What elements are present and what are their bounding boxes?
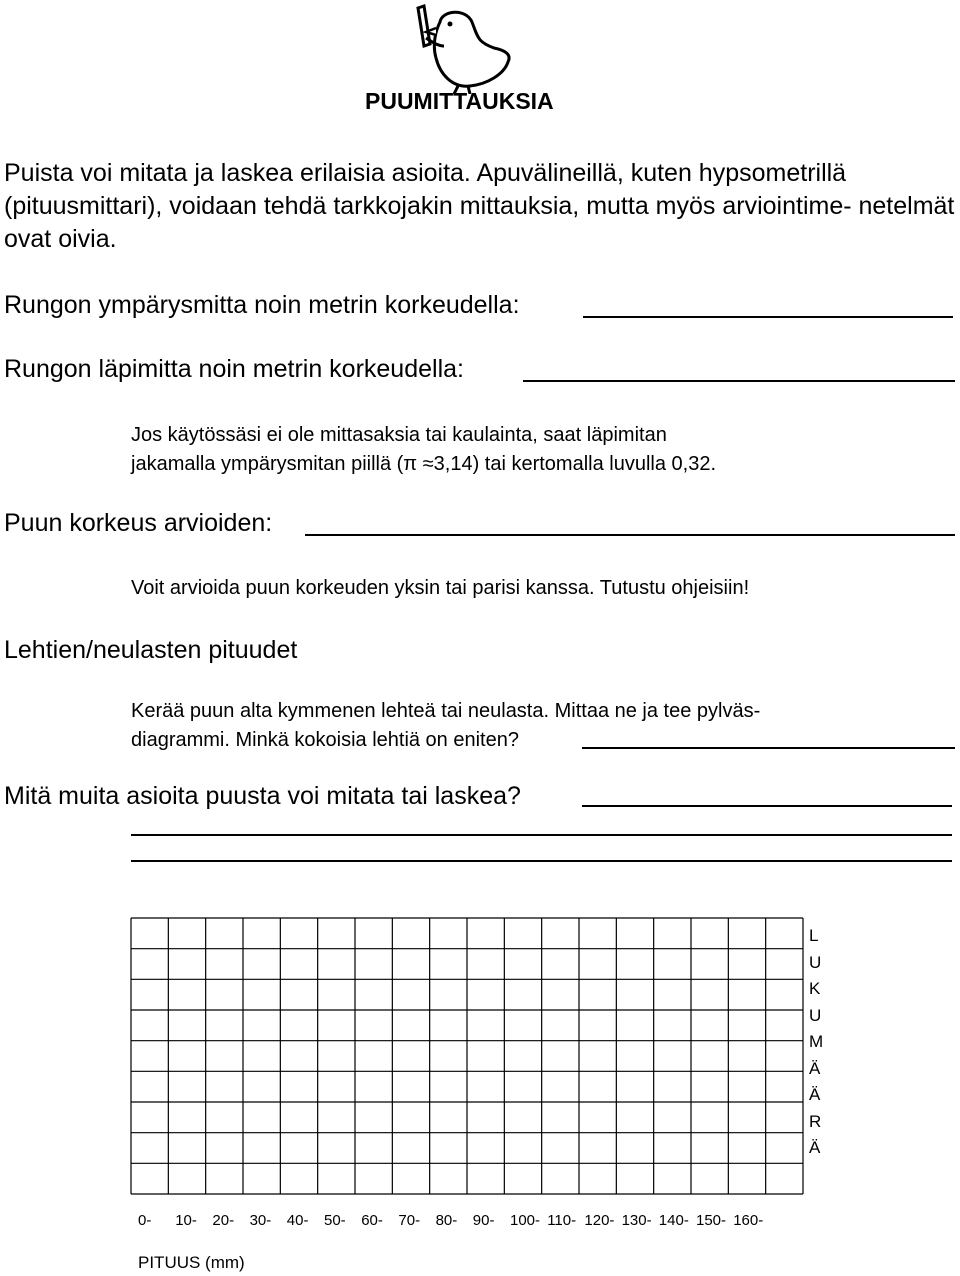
diameter-tip-line2: [131, 450, 716, 479]
height-tip: Voit arvioida puun korkeuden yksin tai parisi kanssa. Tutustu ohjeisiin!: [131, 577, 750, 599]
x-tick-label: 50-: [324, 1212, 346, 1229]
x-tick-label: 10-: [175, 1212, 197, 1229]
x-tick-label: 120-: [584, 1212, 615, 1229]
y-axis-label-letter: K: [809, 979, 821, 998]
x-tick-label: 30-: [249, 1212, 272, 1229]
other-answer-line-3[interactable]: [131, 860, 952, 862]
x-tick-label: 110-: [547, 1212, 577, 1229]
y-axis-label-letter: Ä: [809, 1058, 821, 1078]
x-axis-label: PITUUS (mm): [138, 1253, 245, 1272]
diameter-question: Rungon läpimitta noin metrin korkeudella:: [4, 355, 464, 383]
y-axis-label-letter: U: [809, 1005, 822, 1025]
y-axis-label-letter: U: [809, 952, 822, 972]
x-tick-label: 0-: [138, 1212, 152, 1229]
leaves-question: Lehtien/neulasten pituudet: [4, 636, 298, 664]
circumference-question: Rungon ympärysmitta noin metrin korkeudella:: [4, 291, 520, 319]
x-tick-label: 130-: [621, 1212, 652, 1229]
diameter-answer-line[interactable]: [523, 380, 955, 382]
x-tick-label: 140-: [658, 1212, 689, 1229]
y-axis-label-letter: R: [809, 1111, 822, 1131]
leaves-answer-line[interactable]: [582, 747, 955, 749]
x-tick-label: 160-: [733, 1212, 764, 1229]
x-tick-label: 150-: [696, 1212, 727, 1229]
diameter-tip-pi-part: jakamalla ympärysmitan piillä (π ≈: [131, 453, 434, 475]
leaves-tip-line1: Kerää puun alta kymmenen lehteä tai neulasta. Mittaa ne ja tee pylväs-: [131, 700, 761, 722]
intro-paragraph: Puista voi mitata ja laskea erilaisia asioita. Apuvälineillä, kuten hypsometrillä (pituusmittari), voidaan tehdä tarkkojakin mittauksia, mutta myös arviointime- netelmät ovat oivia.: [4, 159, 955, 253]
diameter-tip-rest: 3,14) tai kertomalla luvulla 0,32.: [433, 453, 717, 475]
page-title: PUUMITTAUKSIA: [365, 88, 554, 114]
other-question: Mitä muita asioita puusta voi mitata tai laskea?: [4, 782, 521, 810]
leaves-tip-line2: diagrammi. Minkä kokoisia lehtiä on eniten?: [131, 729, 519, 751]
bar-chart-grid[interactable]: [130, 917, 804, 1195]
x-tick-label: 90-: [472, 1212, 495, 1229]
x-tick-label: 100-: [510, 1212, 541, 1229]
height-answer-line[interactable]: [305, 534, 955, 536]
x-tick-label: 20-: [212, 1212, 235, 1229]
y-axis-label-letter: L: [809, 926, 819, 945]
x-tick-label: 70-: [398, 1212, 421, 1229]
y-axis-label-letter: M: [809, 1032, 824, 1051]
y-axis-label-letter: Ä: [809, 1085, 821, 1104]
height-question: Puun korkeus arvioiden:: [4, 509, 273, 537]
diameter-tip-line1: Jos käytössäsi ei ole mittasaksia tai kaulainta, saat läpimitan: [131, 424, 667, 446]
x-tick-label: 80-: [435, 1212, 458, 1229]
other-answer-line-2[interactable]: [131, 834, 952, 836]
other-answer-line-1[interactable]: [582, 805, 952, 807]
bird-logo-icon: [408, 2, 518, 94]
x-tick-label: 60-: [361, 1212, 383, 1229]
y-axis-label-letter: Ä: [809, 1138, 821, 1157]
x-tick-label: 40-: [286, 1212, 309, 1229]
circumference-answer-line[interactable]: [583, 316, 953, 318]
